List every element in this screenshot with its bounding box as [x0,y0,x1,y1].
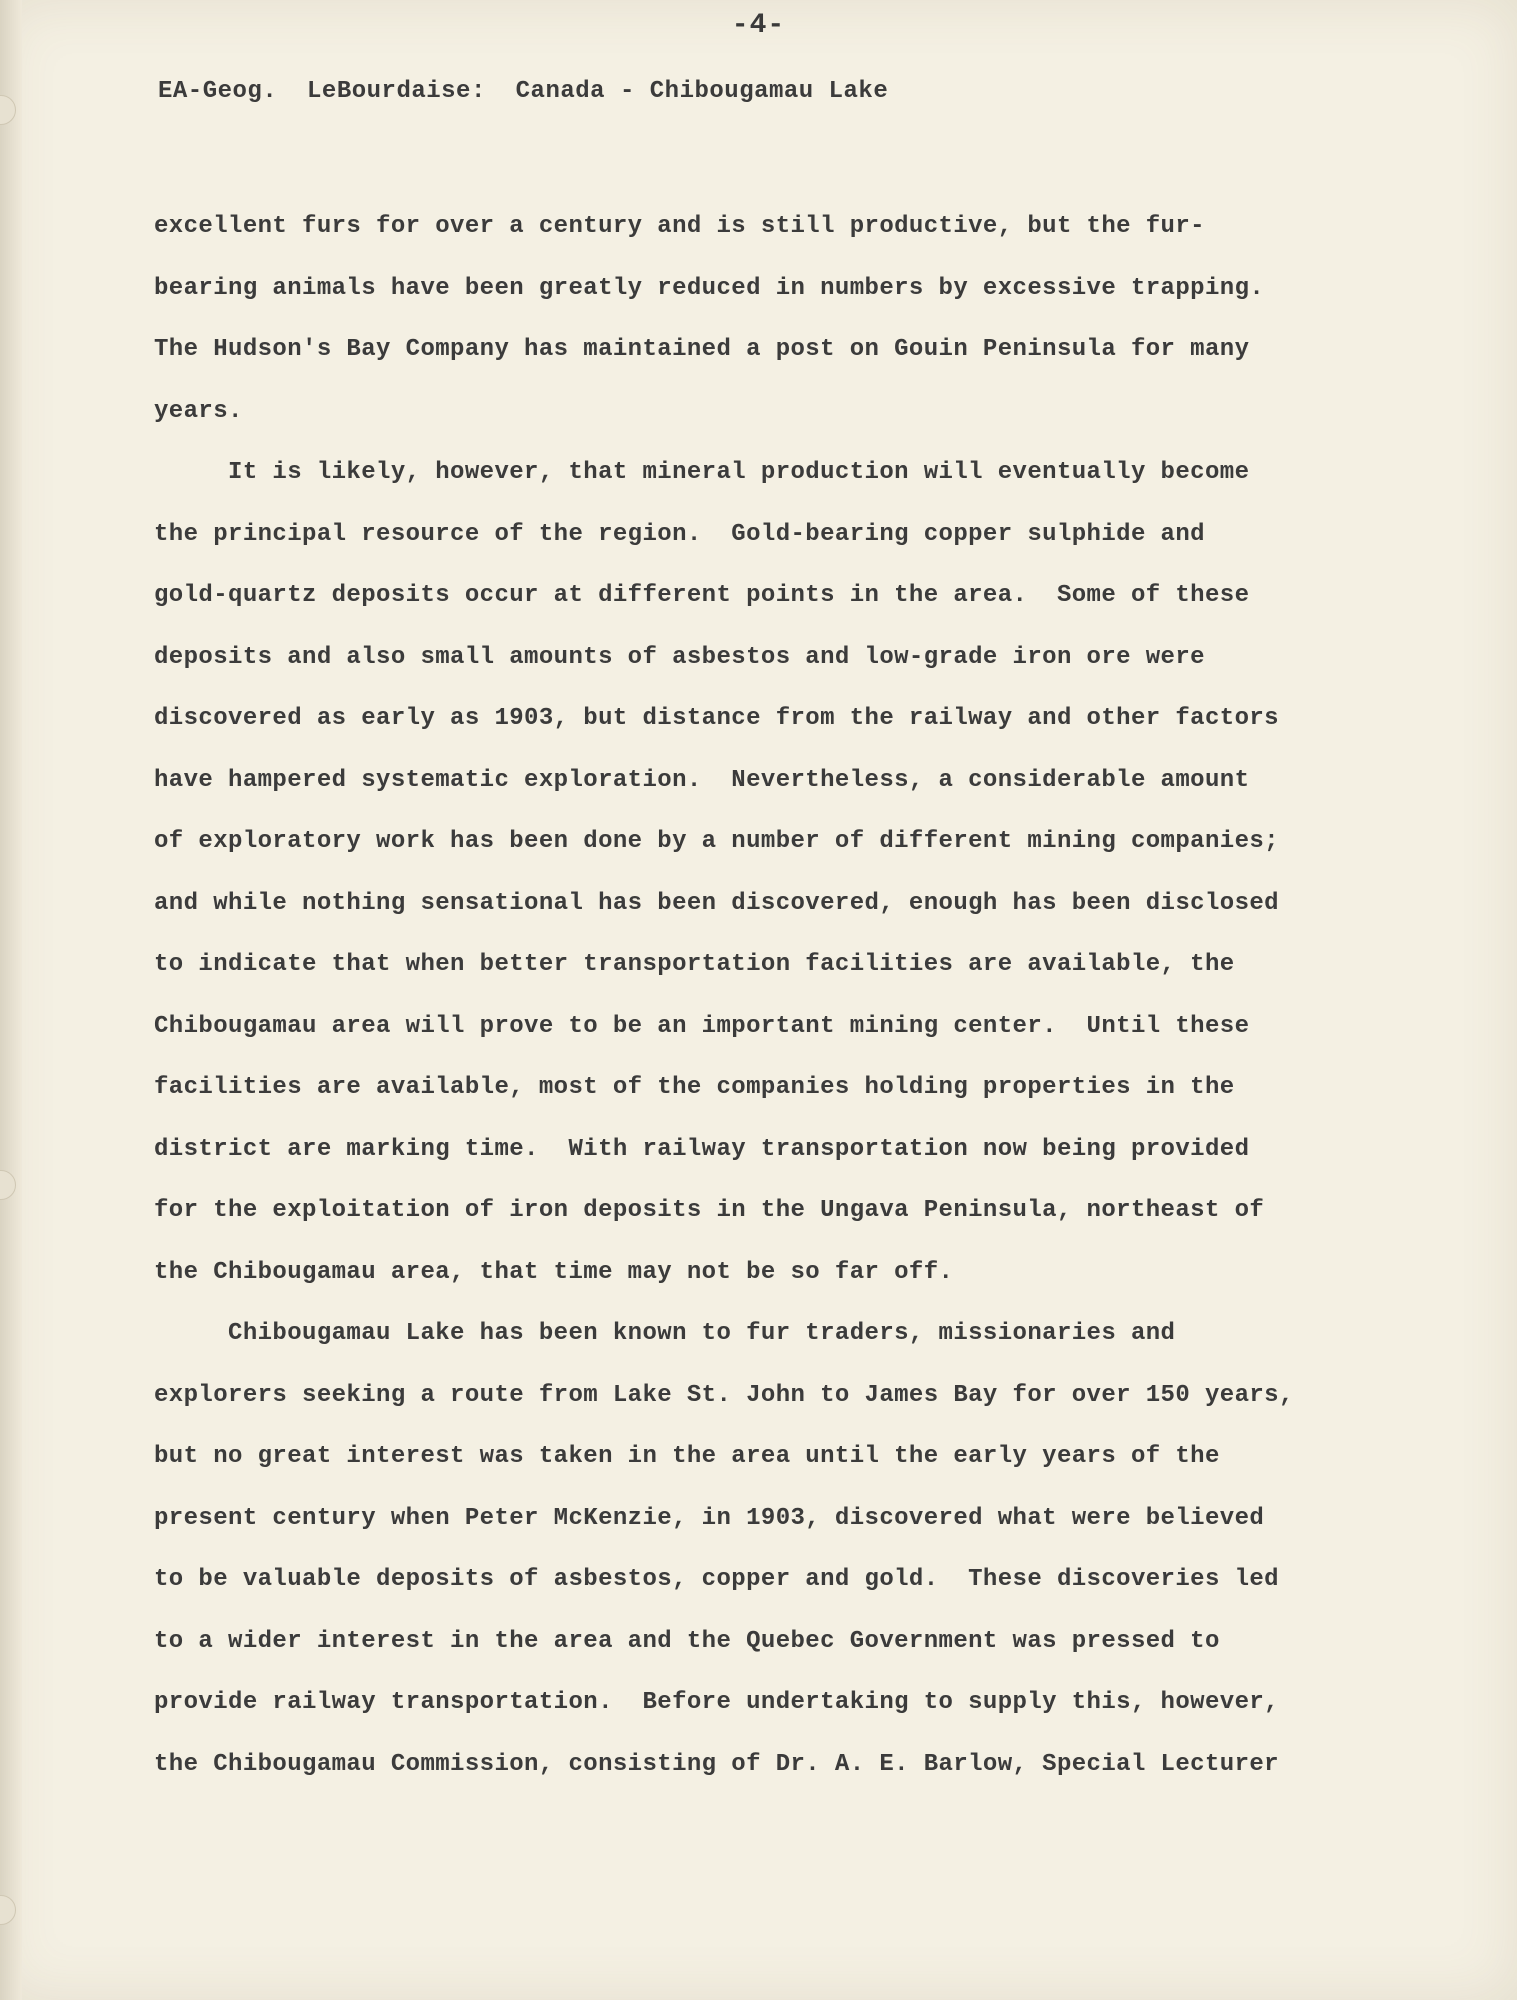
text-line: gold-quartz deposits occur at different points in the area. Some of these [154,582,1250,609]
text-line: facilities are available, most of the companies holding properties in the [154,1074,1235,1101]
text-line: but no great interest was taken in the area until the early years of the [154,1443,1220,1470]
text-line: bearing animals have been greatly reduced in numbers by excessive trapping. [154,274,1265,302]
text-line: discovered as early as 1903, but distance from the railway and other factors [154,705,1279,732]
text-line: the principal resource of the region. Gold-bearing copper sulphide and [154,520,1205,548]
text-line: to a wider interest in the area and the Quebec Government was pressed to [154,1627,1220,1655]
text-line: have hampered systematic exploration. Nevertheless, a considerable amount [154,766,1250,794]
text-line: to indicate that when better transportation facilities are available, the [154,951,1235,978]
text-line: explorers seeking a route from Lake St. John to James Bay for over 150 years, [154,1381,1294,1409]
text-line: of exploratory work has been done by a number of different mining companies; [154,828,1279,855]
text-line: the Chibougamau area, that time may not be so far off. [154,1258,954,1286]
running-header: EA-Geog. LeBourdaise: Canada - Chibougamau Lake [158,78,889,105]
text-line: deposits and also small amounts of asbestos and low-grade iron ore were [154,643,1205,671]
text-line: and while nothing sensational has been discovered, enough has been disclosed [154,889,1279,917]
text-line: Chibougamau Lake has been known to fur traders, missionaries and [154,1320,1176,1347]
text-line: to be valuable deposits of asbestos, copper and gold. These discoveries led [154,1566,1279,1593]
page-number: -4- [731,10,786,41]
text-line: The Hudson's Bay Company has maintained a post on Gouin Peninsula for many [154,336,1250,363]
text-line: district are marking time. With railway transportation now being provided [154,1135,1250,1163]
page-left-edge [0,0,22,2000]
text-line: It is likely, however, that mineral production will eventually become [154,459,1250,486]
text-line: Chibougamau area will prove to be an important mining center. Until these [154,1012,1250,1040]
text-line: present century when Peter McKenzie, in 1903, discovered what were believed [154,1504,1265,1532]
text-line: the Chibougamau Commission, consisting of Dr. A. E. Barlow, Special Lecturer [154,1750,1279,1778]
text-line: provide railway transportation. Before undertaking to supply this, however, [154,1689,1279,1716]
text-line: for the exploitation of iron deposits in the Ungava Peninsula, northeast of [154,1197,1265,1224]
body-text [154,196,1334,1795]
text-line: years. [154,397,243,425]
text-line: excellent furs for over a century and is still productive, but the fur- [154,213,1205,240]
